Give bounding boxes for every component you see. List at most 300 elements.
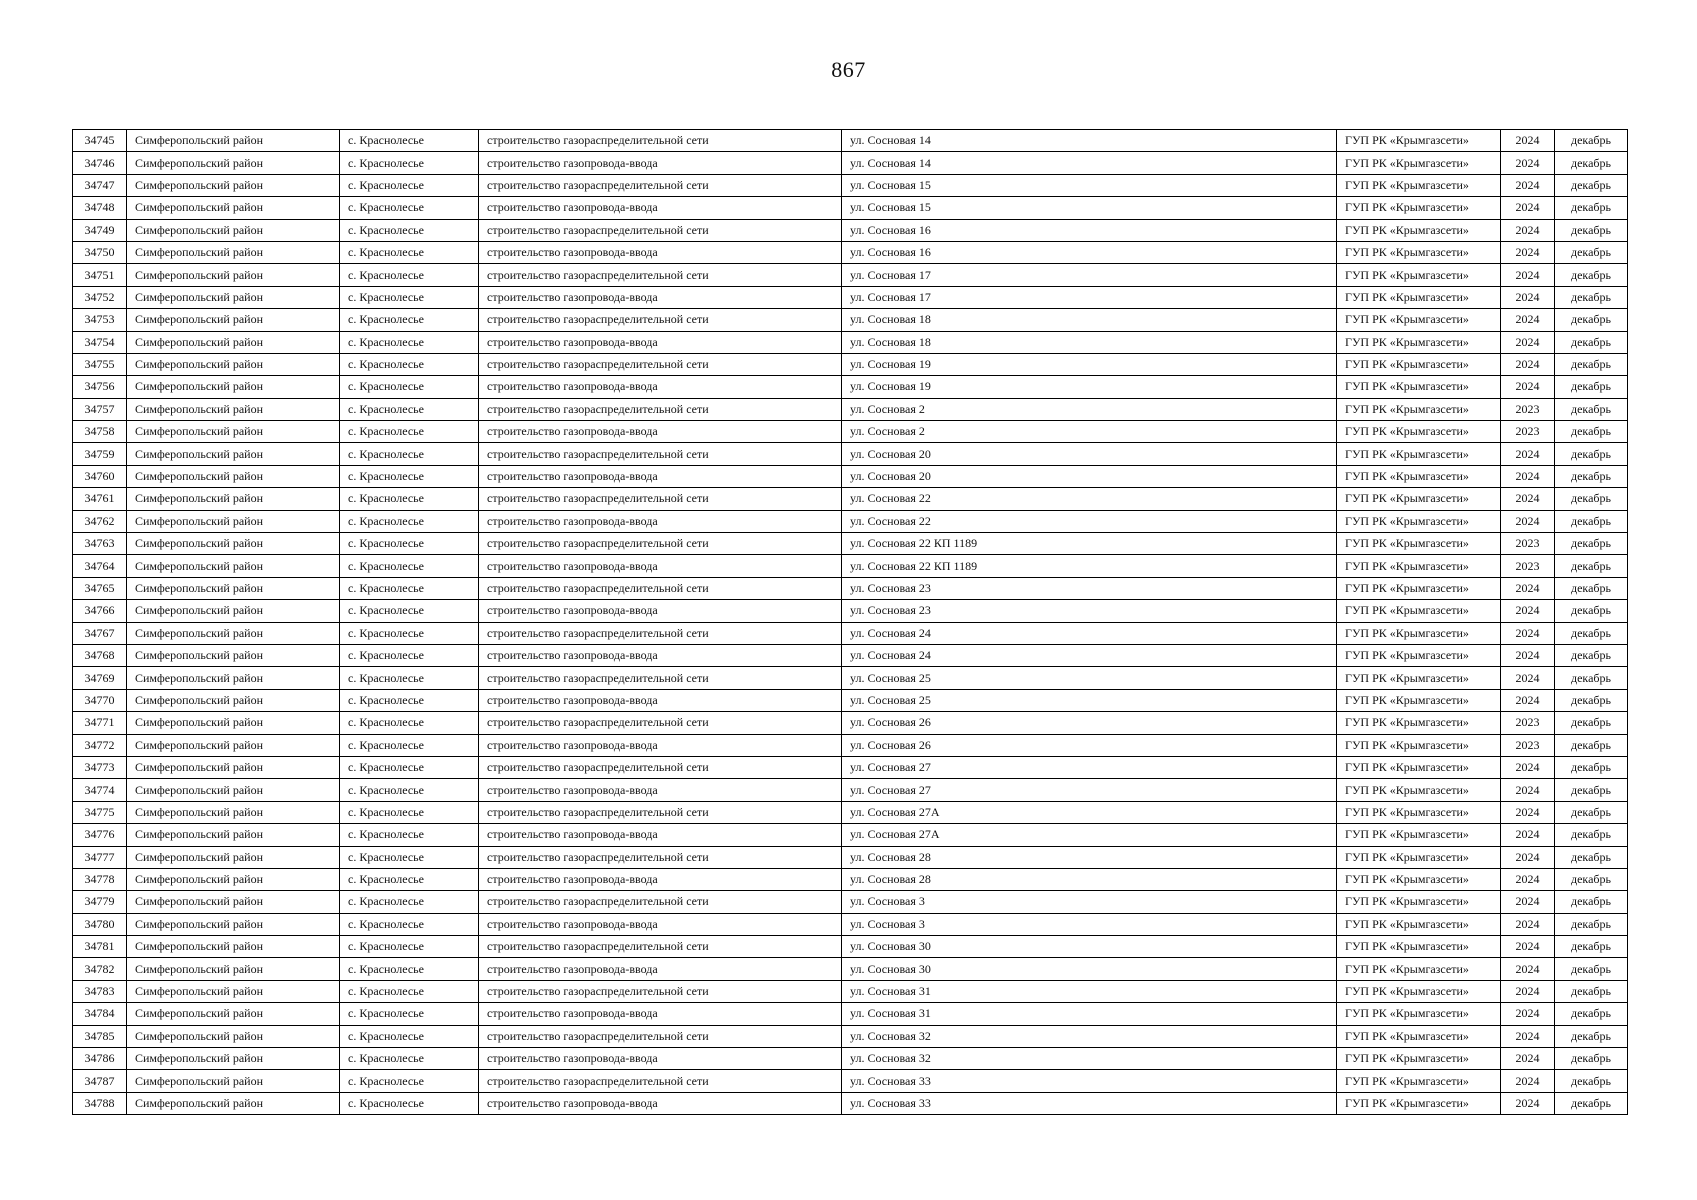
- settlement-cell: с. Краснолесье: [340, 421, 479, 443]
- address-cell: ул. Сосновая 23: [842, 577, 1337, 599]
- address-cell: ул. Сосновая 26: [842, 734, 1337, 756]
- work-type-cell: строительство газопровода-ввода: [479, 376, 842, 398]
- month-cell: декабрь: [1555, 712, 1628, 734]
- table-row: [73, 644, 1628, 666]
- work-type-cell: строительство газопровода-ввода: [479, 779, 842, 801]
- entry-number-cell: 34784: [73, 1003, 127, 1025]
- organization-cell: ГУП РК «Крымгазсети»: [1337, 130, 1501, 152]
- table-row: [73, 130, 1628, 152]
- district-cell: Симферопольский район: [127, 734, 340, 756]
- entry-number-cell: 34748: [73, 197, 127, 219]
- settlement-cell: с. Краснолесье: [340, 868, 479, 890]
- address-cell: ул. Сосновая 22: [842, 510, 1337, 532]
- address-cell: ул. Сосновая 28: [842, 846, 1337, 868]
- work-type-cell: строительство газопровода-ввода: [479, 555, 842, 577]
- district-cell: Симферопольский район: [127, 174, 340, 196]
- district-cell: Симферопольский район: [127, 891, 340, 913]
- address-cell: ул. Сосновая 3: [842, 891, 1337, 913]
- entry-number-cell: 34787: [73, 1070, 127, 1092]
- work-type-cell: строительство газопровода-ввода: [479, 331, 842, 353]
- work-type-cell: строительство газопровода-ввода: [479, 734, 842, 756]
- table-row: [73, 488, 1628, 510]
- work-type-cell: строительство газораспределительной сети: [479, 801, 842, 823]
- entry-number-cell: 34782: [73, 958, 127, 980]
- organization-cell: ГУП РК «Крымгазсети»: [1337, 1048, 1501, 1070]
- address-cell: ул. Сосновая 18: [842, 331, 1337, 353]
- address-cell: ул. Сосновая 25: [842, 689, 1337, 711]
- organization-cell: ГУП РК «Крымгазсети»: [1337, 197, 1501, 219]
- table-row: [73, 980, 1628, 1002]
- entry-number-cell: 34753: [73, 309, 127, 331]
- entry-number-cell: 34781: [73, 936, 127, 958]
- settlement-cell: с. Краснолесье: [340, 510, 479, 532]
- settlement-cell: с. Краснолесье: [340, 264, 479, 286]
- address-cell: ул. Сосновая 27А: [842, 824, 1337, 846]
- year-cell: 2023: [1501, 533, 1555, 555]
- settlement-cell: с. Краснолесье: [340, 779, 479, 801]
- month-cell: декабрь: [1555, 936, 1628, 958]
- organization-cell: ГУП РК «Крымгазсети»: [1337, 510, 1501, 532]
- table-row: [73, 913, 1628, 935]
- month-cell: декабрь: [1555, 958, 1628, 980]
- address-cell: ул. Сосновая 18: [842, 309, 1337, 331]
- district-cell: Симферопольский район: [127, 868, 340, 890]
- organization-cell: ГУП РК «Крымгазсети»: [1337, 1092, 1501, 1114]
- district-cell: Симферопольский район: [127, 936, 340, 958]
- entry-number-cell: 34774: [73, 779, 127, 801]
- work-type-cell: строительство газопровода-ввода: [479, 465, 842, 487]
- work-type-cell: строительство газораспределительной сети: [479, 622, 842, 644]
- district-cell: Симферопольский район: [127, 264, 340, 286]
- year-cell: 2024: [1501, 353, 1555, 375]
- work-type-cell: строительство газораспределительной сети: [479, 756, 842, 778]
- table-row: [73, 309, 1628, 331]
- organization-cell: ГУП РК «Крымгазсети»: [1337, 667, 1501, 689]
- organization-cell: ГУП РК «Крымгазсети»: [1337, 1025, 1501, 1047]
- settlement-cell: с. Краснолесье: [340, 644, 479, 666]
- district-cell: Симферопольский район: [127, 465, 340, 487]
- organization-cell: ГУП РК «Крымгазсети»: [1337, 936, 1501, 958]
- table-row: [73, 1025, 1628, 1047]
- entry-number-cell: 34765: [73, 577, 127, 599]
- address-cell: ул. Сосновая 28: [842, 868, 1337, 890]
- address-cell: ул. Сосновая 17: [842, 264, 1337, 286]
- address-cell: ул. Сосновая 32: [842, 1048, 1337, 1070]
- work-type-cell: строительство газопровода-ввода: [479, 1003, 842, 1025]
- settlement-cell: с. Краснолесье: [340, 197, 479, 219]
- year-cell: 2024: [1501, 174, 1555, 196]
- address-cell: ул. Сосновая 14: [842, 152, 1337, 174]
- entry-number-cell: 34778: [73, 868, 127, 890]
- organization-cell: ГУП РК «Крымгазсети»: [1337, 734, 1501, 756]
- address-cell: ул. Сосновая 22: [842, 488, 1337, 510]
- month-cell: декабрь: [1555, 130, 1628, 152]
- entry-number-cell: 34760: [73, 465, 127, 487]
- entry-number-cell: 34775: [73, 801, 127, 823]
- work-type-cell: строительство газораспределительной сети: [479, 577, 842, 599]
- district-cell: Симферопольский район: [127, 1025, 340, 1047]
- settlement-cell: с. Краснолесье: [340, 600, 479, 622]
- settlement-cell: с. Краснолесье: [340, 958, 479, 980]
- entry-number-cell: 34768: [73, 644, 127, 666]
- table-row: [73, 398, 1628, 420]
- district-cell: Симферопольский район: [127, 600, 340, 622]
- address-cell: ул. Сосновая 23: [842, 600, 1337, 622]
- settlement-cell: с. Краснолесье: [340, 913, 479, 935]
- organization-cell: ГУП РК «Крымгазсети»: [1337, 533, 1501, 555]
- settlement-cell: с. Краснолесье: [340, 622, 479, 644]
- table-row: [73, 1070, 1628, 1092]
- entry-number-cell: 34754: [73, 331, 127, 353]
- work-type-cell: строительство газопровода-ввода: [479, 286, 842, 308]
- year-cell: 2024: [1501, 309, 1555, 331]
- month-cell: декабрь: [1555, 309, 1628, 331]
- settlement-cell: с. Краснолесье: [340, 443, 479, 465]
- address-cell: ул. Сосновая 25: [842, 667, 1337, 689]
- year-cell: 2024: [1501, 130, 1555, 152]
- organization-cell: ГУП РК «Крымгазсети»: [1337, 577, 1501, 599]
- month-cell: декабрь: [1555, 421, 1628, 443]
- district-cell: Симферопольский район: [127, 913, 340, 935]
- table-row: [73, 197, 1628, 219]
- district-cell: Симферопольский район: [127, 824, 340, 846]
- month-cell: декабрь: [1555, 622, 1628, 644]
- work-type-cell: строительство газопровода-ввода: [479, 868, 842, 890]
- table-row: [73, 376, 1628, 398]
- organization-cell: ГУП РК «Крымгазсети»: [1337, 600, 1501, 622]
- month-cell: декабрь: [1555, 667, 1628, 689]
- year-cell: 2024: [1501, 846, 1555, 868]
- table-row: [73, 241, 1628, 263]
- work-type-cell: строительство газопровода-ввода: [479, 1092, 842, 1114]
- district-cell: Симферопольский район: [127, 152, 340, 174]
- district-cell: Симферопольский район: [127, 689, 340, 711]
- settlement-cell: с. Краснолесье: [340, 667, 479, 689]
- year-cell: 2024: [1501, 644, 1555, 666]
- district-cell: Симферопольский район: [127, 309, 340, 331]
- year-cell: 2024: [1501, 443, 1555, 465]
- year-cell: 2024: [1501, 779, 1555, 801]
- month-cell: декабрь: [1555, 286, 1628, 308]
- settlement-cell: с. Краснолесье: [340, 689, 479, 711]
- organization-cell: ГУП РК «Крымгазсети»: [1337, 1003, 1501, 1025]
- entry-number-cell: 34780: [73, 913, 127, 935]
- address-cell: ул. Сосновая 19: [842, 376, 1337, 398]
- district-cell: Симферопольский район: [127, 1048, 340, 1070]
- address-cell: ул. Сосновая 30: [842, 958, 1337, 980]
- year-cell: 2024: [1501, 667, 1555, 689]
- year-cell: 2024: [1501, 824, 1555, 846]
- year-cell: 2023: [1501, 555, 1555, 577]
- table-row: [73, 824, 1628, 846]
- table-row: [73, 1003, 1628, 1025]
- month-cell: декабрь: [1555, 1092, 1628, 1114]
- settlement-cell: с. Краснолесье: [340, 1070, 479, 1092]
- address-cell: ул. Сосновая 20: [842, 443, 1337, 465]
- month-cell: декабрь: [1555, 443, 1628, 465]
- work-type-cell: строительство газораспределительной сети: [479, 891, 842, 913]
- registry-table: [72, 129, 1628, 1115]
- organization-cell: ГУП РК «Крымгазсети»: [1337, 779, 1501, 801]
- year-cell: 2024: [1501, 891, 1555, 913]
- work-type-cell: строительство газопровода-ввода: [479, 913, 842, 935]
- year-cell: 2024: [1501, 264, 1555, 286]
- district-cell: Симферопольский район: [127, 801, 340, 823]
- month-cell: декабрь: [1555, 734, 1628, 756]
- district-cell: Симферопольский район: [127, 644, 340, 666]
- year-cell: 2024: [1501, 600, 1555, 622]
- year-cell: 2024: [1501, 1048, 1555, 1070]
- district-cell: Симферопольский район: [127, 667, 340, 689]
- settlement-cell: с. Краснолесье: [340, 1092, 479, 1114]
- table-row: [73, 622, 1628, 644]
- address-cell: ул. Сосновая 17: [842, 286, 1337, 308]
- entry-number-cell: 34788: [73, 1092, 127, 1114]
- month-cell: декабрь: [1555, 980, 1628, 1002]
- work-type-cell: строительство газопровода-ввода: [479, 510, 842, 532]
- address-cell: ул. Сосновая 27: [842, 779, 1337, 801]
- year-cell: 2024: [1501, 510, 1555, 532]
- district-cell: Симферопольский район: [127, 488, 340, 510]
- district-cell: Симферопольский район: [127, 130, 340, 152]
- settlement-cell: с. Краснолесье: [340, 353, 479, 375]
- address-cell: ул. Сосновая 22 КП 1189: [842, 533, 1337, 555]
- district-cell: Симферопольский район: [127, 353, 340, 375]
- month-cell: декабрь: [1555, 891, 1628, 913]
- work-type-cell: строительство газопровода-ввода: [479, 1048, 842, 1070]
- month-cell: декабрь: [1555, 1025, 1628, 1047]
- district-cell: Симферопольский район: [127, 1092, 340, 1114]
- organization-cell: ГУП РК «Крымгазсети»: [1337, 353, 1501, 375]
- address-cell: ул. Сосновая 3: [842, 913, 1337, 935]
- entry-number-cell: 34783: [73, 980, 127, 1002]
- entry-number-cell: 34746: [73, 152, 127, 174]
- settlement-cell: с. Краснолесье: [340, 555, 479, 577]
- entry-number-cell: 34769: [73, 667, 127, 689]
- work-type-cell: строительство газораспределительной сети: [479, 667, 842, 689]
- entry-number-cell: 34749: [73, 219, 127, 241]
- year-cell: 2024: [1501, 1025, 1555, 1047]
- table-row: [73, 510, 1628, 532]
- work-type-cell: строительство газопровода-ввода: [479, 824, 842, 846]
- table-row: [73, 667, 1628, 689]
- organization-cell: ГУП РК «Крымгазсети»: [1337, 286, 1501, 308]
- entry-number-cell: 34750: [73, 241, 127, 263]
- month-cell: декабрь: [1555, 174, 1628, 196]
- organization-cell: ГУП РК «Крымгазсети»: [1337, 488, 1501, 510]
- entry-number-cell: 34747: [73, 174, 127, 196]
- table-row: [73, 152, 1628, 174]
- entry-number-cell: 34761: [73, 488, 127, 510]
- settlement-cell: с. Краснолесье: [340, 533, 479, 555]
- address-cell: ул. Сосновая 27: [842, 756, 1337, 778]
- address-cell: ул. Сосновая 31: [842, 980, 1337, 1002]
- address-cell: ул. Сосновая 20: [842, 465, 1337, 487]
- organization-cell: ГУП РК «Крымгазсети»: [1337, 152, 1501, 174]
- entry-number-cell: 34777: [73, 846, 127, 868]
- district-cell: Симферопольский район: [127, 555, 340, 577]
- table-row: [73, 555, 1628, 577]
- district-cell: Симферопольский район: [127, 846, 340, 868]
- month-cell: декабрь: [1555, 577, 1628, 599]
- district-cell: Симферопольский район: [127, 1003, 340, 1025]
- settlement-cell: с. Краснолесье: [340, 756, 479, 778]
- district-cell: Симферопольский район: [127, 286, 340, 308]
- organization-cell: ГУП РК «Крымгазсети»: [1337, 712, 1501, 734]
- settlement-cell: с. Краснолесье: [340, 219, 479, 241]
- district-cell: Симферопольский район: [127, 398, 340, 420]
- work-type-cell: строительство газораспределительной сети: [479, 309, 842, 331]
- address-cell: ул. Сосновая 15: [842, 174, 1337, 196]
- organization-cell: ГУП РК «Крымгазсети»: [1337, 891, 1501, 913]
- work-type-cell: строительство газораспределительной сети: [479, 443, 842, 465]
- entry-number-cell: 34757: [73, 398, 127, 420]
- work-type-cell: строительство газораспределительной сети: [479, 846, 842, 868]
- entry-number-cell: 34764: [73, 555, 127, 577]
- year-cell: 2024: [1501, 622, 1555, 644]
- settlement-cell: с. Краснолесье: [340, 152, 479, 174]
- organization-cell: ГУП РК «Крымгазсети»: [1337, 309, 1501, 331]
- address-cell: ул. Сосновая 2: [842, 398, 1337, 420]
- organization-cell: ГУП РК «Крымгазсети»: [1337, 756, 1501, 778]
- settlement-cell: с. Краснолесье: [340, 376, 479, 398]
- organization-cell: ГУП РК «Крымгазсети»: [1337, 376, 1501, 398]
- organization-cell: ГУП РК «Крымгазсети»: [1337, 622, 1501, 644]
- month-cell: декабрь: [1555, 353, 1628, 375]
- table-body: [73, 130, 1628, 1115]
- district-cell: Симферопольский район: [127, 712, 340, 734]
- table-row: [73, 219, 1628, 241]
- address-cell: ул. Сосновая 24: [842, 644, 1337, 666]
- month-cell: декабрь: [1555, 600, 1628, 622]
- year-cell: 2023: [1501, 734, 1555, 756]
- district-cell: Симферопольский район: [127, 756, 340, 778]
- table-row: [73, 600, 1628, 622]
- organization-cell: ГУП РК «Крымгазсети»: [1337, 824, 1501, 846]
- settlement-cell: с. Краснолесье: [340, 174, 479, 196]
- settlement-cell: с. Краснолесье: [340, 130, 479, 152]
- table-row: [73, 936, 1628, 958]
- table-row: [73, 1048, 1628, 1070]
- entry-number-cell: 34762: [73, 510, 127, 532]
- settlement-cell: с. Краснолесье: [340, 980, 479, 1002]
- work-type-cell: строительство газопровода-ввода: [479, 241, 842, 263]
- year-cell: 2024: [1501, 376, 1555, 398]
- work-type-cell: строительство газораспределительной сети: [479, 264, 842, 286]
- month-cell: декабрь: [1555, 824, 1628, 846]
- entry-number-cell: 34752: [73, 286, 127, 308]
- district-cell: Симферопольский район: [127, 443, 340, 465]
- settlement-cell: с. Краснолесье: [340, 488, 479, 510]
- organization-cell: ГУП РК «Крымгазсети»: [1337, 846, 1501, 868]
- year-cell: 2024: [1501, 1092, 1555, 1114]
- year-cell: 2024: [1501, 801, 1555, 823]
- entry-number-cell: 34759: [73, 443, 127, 465]
- year-cell: 2024: [1501, 241, 1555, 263]
- work-type-cell: строительство газораспределительной сети: [479, 936, 842, 958]
- year-cell: 2023: [1501, 398, 1555, 420]
- year-cell: 2024: [1501, 756, 1555, 778]
- settlement-cell: с. Краснолесье: [340, 1048, 479, 1070]
- month-cell: декабрь: [1555, 219, 1628, 241]
- settlement-cell: с. Краснолесье: [340, 331, 479, 353]
- work-type-cell: строительство газопровода-ввода: [479, 644, 842, 666]
- settlement-cell: с. Краснолесье: [340, 465, 479, 487]
- work-type-cell: строительство газораспределительной сети: [479, 1025, 842, 1047]
- organization-cell: ГУП РК «Крымгазсети»: [1337, 868, 1501, 890]
- work-type-cell: строительство газораспределительной сети: [479, 174, 842, 196]
- month-cell: декабрь: [1555, 1003, 1628, 1025]
- organization-cell: ГУП РК «Крымгазсети»: [1337, 174, 1501, 196]
- district-cell: Симферопольский район: [127, 219, 340, 241]
- work-type-cell: строительство газопровода-ввода: [479, 421, 842, 443]
- address-cell: ул. Сосновая 16: [842, 241, 1337, 263]
- address-cell: ул. Сосновая 33: [842, 1092, 1337, 1114]
- table-row: [73, 421, 1628, 443]
- table-row: [73, 958, 1628, 980]
- month-cell: декабрь: [1555, 376, 1628, 398]
- address-cell: ул. Сосновая 27А: [842, 801, 1337, 823]
- page-number: 867: [831, 57, 866, 82]
- month-cell: декабрь: [1555, 264, 1628, 286]
- year-cell: 2024: [1501, 1003, 1555, 1025]
- organization-cell: ГУП РК «Крымгазсети»: [1337, 219, 1501, 241]
- year-cell: 2024: [1501, 980, 1555, 1002]
- settlement-cell: с. Краснолесье: [340, 1003, 479, 1025]
- settlement-cell: с. Краснолесье: [340, 309, 479, 331]
- year-cell: 2024: [1501, 1070, 1555, 1092]
- district-cell: Симферопольский район: [127, 1070, 340, 1092]
- settlement-cell: с. Краснолесье: [340, 286, 479, 308]
- organization-cell: ГУП РК «Крымгазсети»: [1337, 980, 1501, 1002]
- address-cell: ул. Сосновая 32: [842, 1025, 1337, 1047]
- entry-number-cell: 34771: [73, 712, 127, 734]
- month-cell: декабрь: [1555, 152, 1628, 174]
- district-cell: Симферопольский район: [127, 958, 340, 980]
- month-cell: декабрь: [1555, 868, 1628, 890]
- table-row: [73, 846, 1628, 868]
- work-type-cell: строительство газораспределительной сети: [479, 712, 842, 734]
- district-cell: Симферопольский район: [127, 622, 340, 644]
- address-cell: ул. Сосновая 2: [842, 421, 1337, 443]
- organization-cell: ГУП РК «Крымгазсети»: [1337, 421, 1501, 443]
- month-cell: декабрь: [1555, 197, 1628, 219]
- entry-number-cell: 34767: [73, 622, 127, 644]
- address-cell: ул. Сосновая 24: [842, 622, 1337, 644]
- organization-cell: ГУП РК «Крымгазсети»: [1337, 801, 1501, 823]
- table-row: [73, 891, 1628, 913]
- settlement-cell: с. Краснолесье: [340, 577, 479, 599]
- settlement-cell: с. Краснолесье: [340, 398, 479, 420]
- organization-cell: ГУП РК «Крымгазсети»: [1337, 958, 1501, 980]
- month-cell: декабрь: [1555, 689, 1628, 711]
- work-type-cell: строительство газораспределительной сети: [479, 398, 842, 420]
- month-cell: декабрь: [1555, 1070, 1628, 1092]
- work-type-cell: строительство газораспределительной сети: [479, 488, 842, 510]
- address-cell: ул. Сосновая 31: [842, 1003, 1337, 1025]
- entry-number-cell: 34779: [73, 891, 127, 913]
- work-type-cell: строительство газораспределительной сети: [479, 130, 842, 152]
- table-row: [73, 689, 1628, 711]
- table-row: [73, 443, 1628, 465]
- entry-number-cell: 34770: [73, 689, 127, 711]
- year-cell: 2024: [1501, 219, 1555, 241]
- table-row: [73, 868, 1628, 890]
- year-cell: 2024: [1501, 577, 1555, 599]
- month-cell: декабрь: [1555, 555, 1628, 577]
- table-row: [73, 353, 1628, 375]
- entry-number-cell: 34758: [73, 421, 127, 443]
